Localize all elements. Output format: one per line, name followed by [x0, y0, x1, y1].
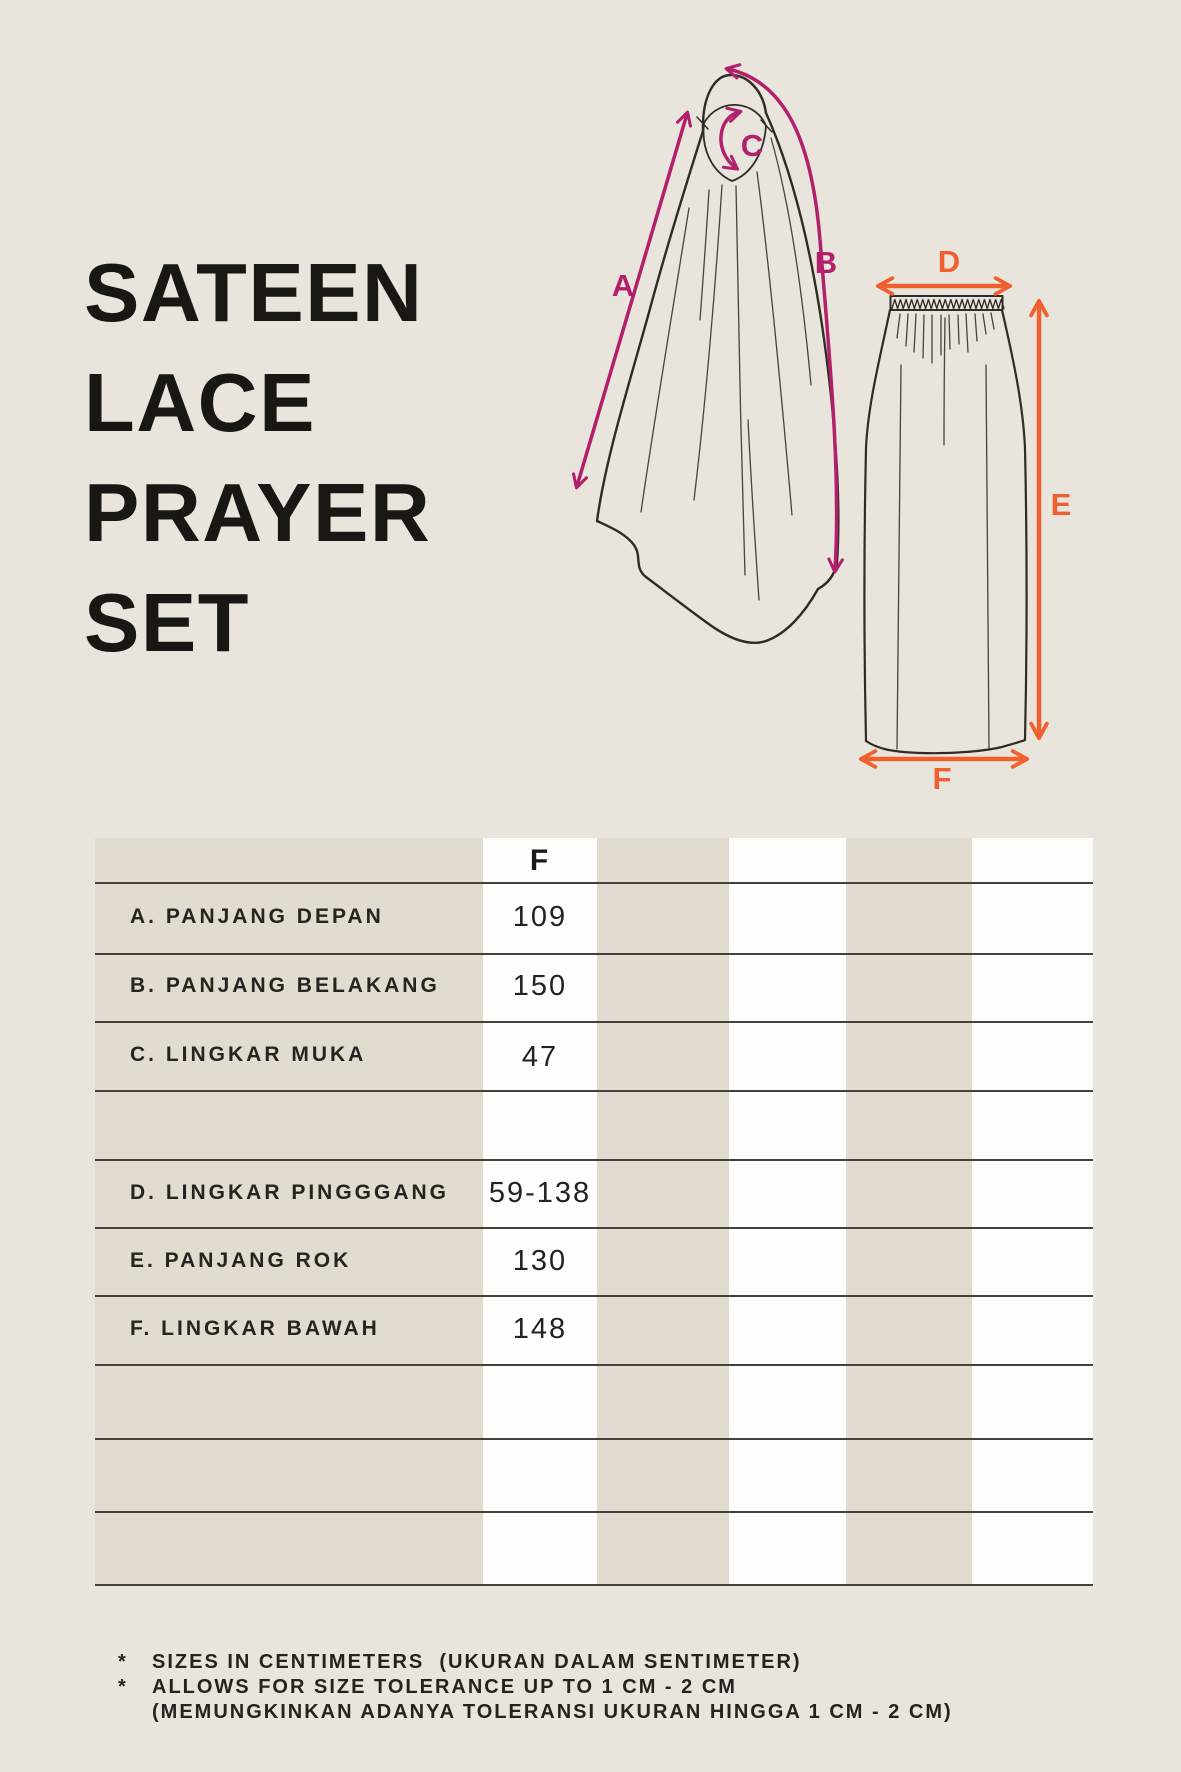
row-value-d: 59-138	[488, 1177, 592, 1209]
footnotes	[118, 1650, 953, 1725]
row-label-b: B. PANJANG BELAKANG	[130, 974, 440, 997]
measure-label-F: F	[932, 761, 952, 796]
footnote-1	[118, 1650, 953, 1675]
table-rule	[95, 1227, 1093, 1229]
table-rule	[95, 1438, 1093, 1440]
table-rule	[95, 1090, 1093, 1092]
footnote-3	[118, 1700, 953, 1725]
row-value-c: 47	[521, 1041, 559, 1073]
footnote-text: ALLOWS FOR SIZE TOLERANCE UP TO 1 CM - 2 CM	[152, 1676, 737, 1698]
title-line-3: PRAYER	[84, 466, 432, 559]
table-rule	[95, 953, 1093, 955]
size-column-1	[483, 838, 597, 1586]
title-line-4: SET	[84, 576, 250, 669]
row-label-a: A. PANJANG DEPAN	[130, 905, 384, 928]
row-value-b: 150	[512, 970, 568, 1002]
measure-label-B: B	[814, 245, 838, 280]
row-value-f: 148	[512, 1313, 568, 1345]
page-title	[84, 238, 431, 678]
size-diagram	[440, 30, 1140, 830]
footnote-text: SIZES IN CENTIMETERS (UKURAN DALAM SENTIMETER)	[152, 1651, 802, 1673]
table-rule	[95, 1584, 1093, 1586]
table-rule	[95, 1364, 1093, 1366]
row-label-e: E. PANJANG ROK	[130, 1249, 352, 1272]
footnote-bullet: *	[118, 1651, 128, 1673]
table-rule	[95, 1159, 1093, 1161]
table-rule	[95, 882, 1093, 884]
row-label-c: C. LINGKAR MUKA	[130, 1043, 367, 1066]
table-rule	[95, 1295, 1093, 1297]
title-line-1: SATEEN	[84, 246, 424, 339]
row-value-e: 130	[512, 1245, 568, 1277]
measure-arrow-C	[721, 112, 739, 168]
skirt-sketch	[865, 296, 1027, 753]
footnote-bullet	[118, 1700, 152, 1725]
measure-label-E: E	[1050, 487, 1072, 522]
size-column-2	[729, 838, 846, 1586]
khimar-sketch	[597, 75, 838, 643]
measure-label-C: C	[740, 128, 764, 163]
khimar-measure-arrows	[577, 69, 837, 570]
row-value-a: 109	[512, 901, 568, 933]
footnote-text: (MEMUNGKINKAN ADANYA TOLERANSI UKURAN HINGGA 1 CM - 2 CM)	[152, 1701, 953, 1723]
size-column-header: F	[529, 844, 551, 877]
size-column-3	[972, 838, 1093, 1586]
measure-label-D: D	[937, 244, 961, 279]
title-line-2: LACE	[84, 356, 316, 449]
table-rule	[95, 1021, 1093, 1023]
table-rule	[95, 1511, 1093, 1513]
row-label-d: D. LINGKAR PINGGGANG	[130, 1181, 450, 1204]
measure-label-A: A	[611, 268, 635, 303]
footnote-bullet: *	[118, 1676, 128, 1698]
footnote-2	[118, 1675, 953, 1700]
row-label-f: F. LINGKAR BAWAH	[130, 1317, 380, 1340]
